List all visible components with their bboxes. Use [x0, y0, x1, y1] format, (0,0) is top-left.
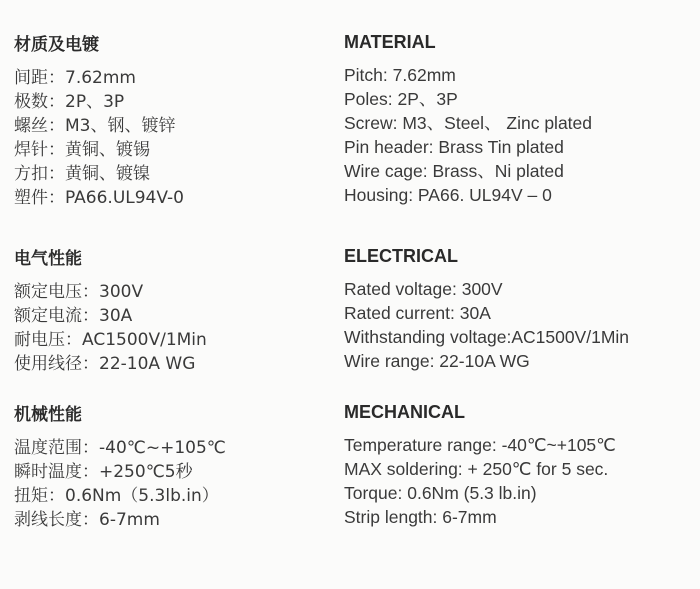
cn-material-line: 塑件：PA66.UL94V-0	[14, 188, 184, 208]
en-material-line: Wire cage: Brass、Ni plated	[344, 161, 564, 181]
cn-electrical-line: 额定电压：300V	[14, 282, 144, 302]
cn-electrical-line: 耐电压：AC1500V/1Min	[14, 330, 207, 350]
en-mechanical-heading: MECHANICAL	[344, 402, 465, 422]
cn-mechanical-section	[14, 403, 226, 532]
cn-material-line: 极数：2P、3P	[14, 92, 125, 112]
en-material-section	[344, 30, 592, 207]
cn-mechanical-line: 扭矩：0.6Nm（5.3lb.in）	[14, 486, 219, 506]
cn-material-section	[14, 33, 184, 210]
cn-material-heading: 材质及电镀	[14, 35, 99, 55]
cn-mechanical-line: 瞬时温度：+250℃5秒	[14, 462, 193, 482]
cn-electrical-heading: 电气性能	[14, 249, 82, 269]
en-electrical-section	[344, 244, 629, 373]
en-material-line: Poles: 2P、3P	[344, 89, 458, 109]
en-material-line: Pitch: 7.62mm	[344, 65, 456, 85]
cn-electrical-section	[14, 247, 207, 376]
cn-mechanical-line: 剥线长度：6-7mm	[14, 510, 160, 530]
cn-electrical-line: 额定电流：30A	[14, 306, 133, 326]
cn-material-line: 间距：7.62mm	[14, 68, 136, 88]
en-electrical-line: Withstanding voltage:AC1500V/1Min	[344, 327, 630, 347]
en-electrical-line: Rated voltage: 300V	[344, 279, 503, 299]
en-material-line: Housing: PA66. UL94V – 0	[344, 185, 552, 205]
en-mechanical-line: MAX soldering: + 250℃ for 5 sec.	[344, 459, 609, 479]
en-mechanical-line: Temperature range: -40℃~+105℃	[344, 435, 616, 455]
en-electrical-line: Rated current: 30A	[344, 303, 491, 323]
en-mechanical-line: Torque: 0.6Nm (5.3 lb.in)	[344, 483, 537, 503]
cn-electrical-line: 使用线径：22-10A WG	[14, 354, 196, 374]
cn-material-line: 焊针：黄铜、镀锡	[14, 140, 150, 160]
cn-mechanical-line: 温度范围：-40℃~+105℃	[14, 438, 226, 458]
cn-material-line: 螺丝：M3、钢、镀锌	[14, 116, 176, 136]
cn-material-line: 方扣：黄铜、镀镍	[14, 164, 150, 184]
cn-mechanical-heading: 机械性能	[14, 405, 82, 425]
en-material-line: Screw: M3、Steel、 Zinc plated	[344, 113, 593, 133]
en-mechanical-line: Strip length: 6-7mm	[344, 507, 497, 527]
en-electrical-line: Wire range: 22-10A WG	[344, 351, 530, 371]
en-material-line: Pin header: Brass Tin plated	[344, 137, 564, 157]
en-electrical-heading: ELECTRICAL	[344, 246, 458, 266]
en-mechanical-section	[344, 400, 616, 529]
en-material-heading: MATERIAL	[344, 32, 436, 52]
